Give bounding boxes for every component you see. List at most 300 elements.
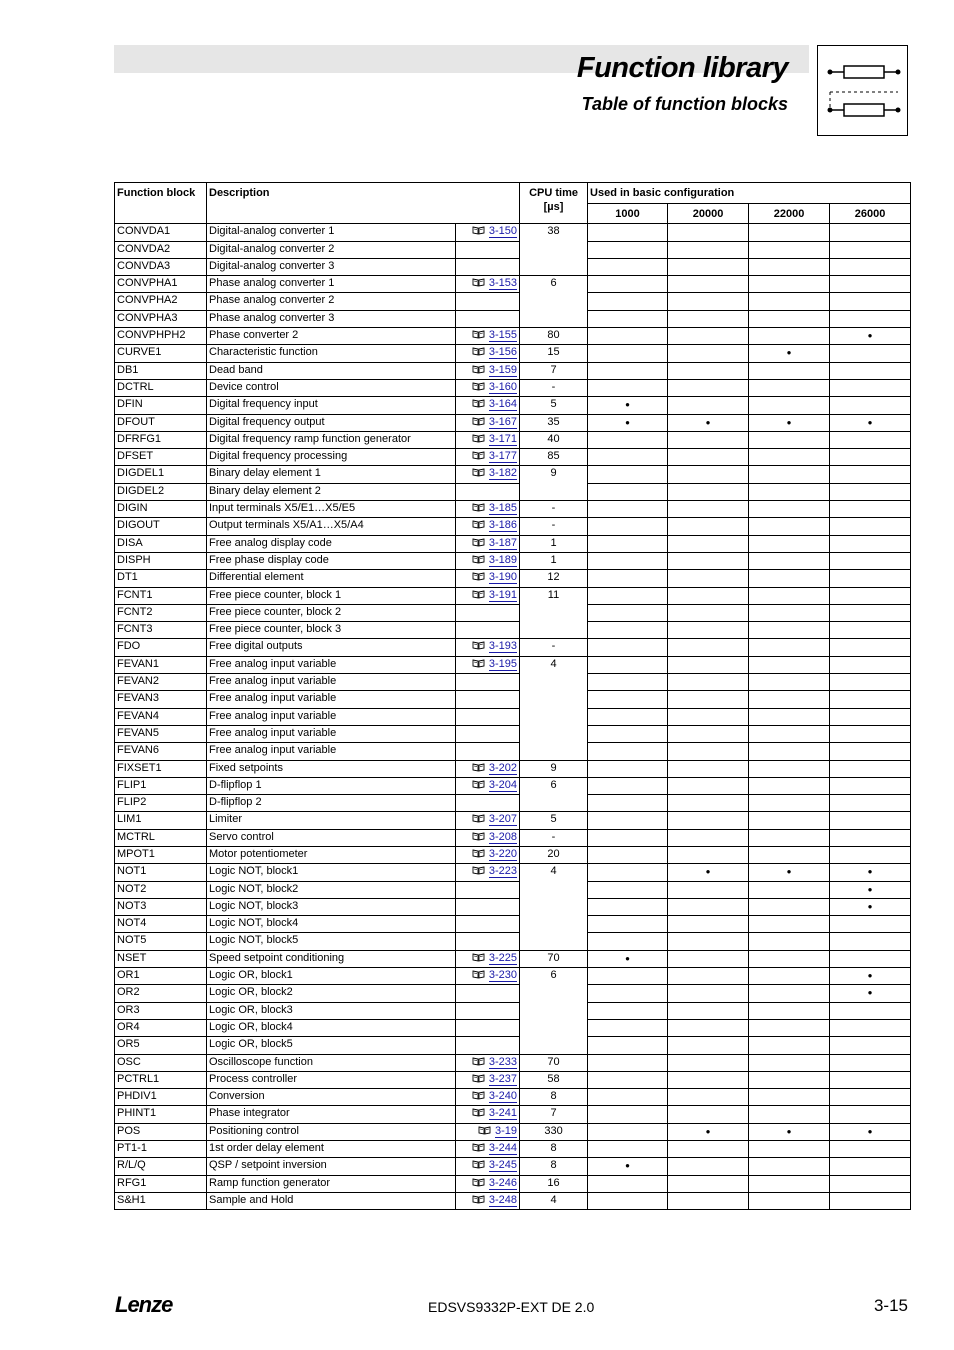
reference-cell[interactable] [456, 1106, 520, 1123]
page-reference-link[interactable]: 3-190 [488, 571, 518, 584]
cpu-time-cell: - [520, 829, 588, 846]
book-icon [472, 779, 489, 791]
description-cell: Logic NOT, block1 [207, 864, 456, 881]
description-cell: Dead band [207, 362, 456, 379]
description-cell: 1st order delay element [207, 1141, 456, 1158]
page-reference-link[interactable]: 3-225 [488, 951, 518, 964]
reference-cell [456, 622, 520, 639]
table-row [115, 518, 911, 535]
function-block-cell: RFG1 [115, 1175, 207, 1192]
page-reference-link[interactable]: 3-245 [488, 1159, 518, 1172]
function-block-cell: MPOT1 [115, 846, 207, 863]
table-row [115, 552, 911, 569]
config-cell [749, 1089, 830, 1106]
config-cell [749, 968, 830, 985]
cpu-time-cell: 6 [520, 777, 588, 812]
reference-cell[interactable] [456, 812, 520, 829]
page-reference-link[interactable]: 3-177 [488, 450, 518, 463]
config-cell [830, 414, 911, 431]
page-reference-link[interactable]: 3-19 [494, 1124, 518, 1137]
function-block-cell: S&H1 [115, 1192, 207, 1209]
table-row [115, 725, 911, 742]
config-cell [830, 293, 911, 310]
page-reference-link[interactable]: 3-185 [488, 502, 518, 515]
function-block-cell: OR1 [115, 968, 207, 985]
page-reference-link[interactable]: 3-164 [488, 398, 518, 411]
reference-cell[interactable] [456, 1071, 520, 1088]
config-cell [830, 224, 911, 241]
reference-cell[interactable] [456, 414, 520, 431]
cpu-time-cell: - [520, 518, 588, 535]
function-block-cell: DB1 [115, 362, 207, 379]
description-cell: Logic NOT, block2 [207, 881, 456, 898]
description-cell: Phase converter 2 [207, 328, 456, 345]
book-icon [472, 329, 489, 341]
page-number: 3-15 [873, 1296, 908, 1315]
reference-cell[interactable] [456, 846, 520, 863]
config-cell [749, 674, 830, 691]
book-icon [472, 640, 489, 652]
used-marker-icon: ● [705, 1126, 711, 1136]
reference-cell[interactable] [456, 552, 520, 569]
config-cell [749, 656, 830, 673]
config-cell [749, 829, 830, 846]
header-cpu-time: CPU time [µs] [520, 183, 588, 224]
config-cell [830, 362, 911, 379]
table-row [115, 397, 911, 414]
reference-cell[interactable] [456, 466, 520, 483]
description-cell: Digital frequency ramp function generator [207, 431, 456, 448]
table-row [115, 1071, 911, 1088]
config-cell [830, 725, 911, 742]
description-cell: Logic OR, block4 [207, 1019, 456, 1036]
reference-cell [456, 691, 520, 708]
page-reference-link[interactable]: 3-208 [488, 830, 518, 843]
table-row [115, 362, 911, 379]
config-cell [588, 379, 668, 396]
description-cell: Speed setpoint conditioning [207, 950, 456, 967]
table-row [115, 639, 911, 656]
table-row [115, 224, 911, 241]
page-reference-link[interactable]: 3-230 [488, 969, 518, 982]
function-block-cell: DFRFG1 [115, 431, 207, 448]
page-reference-link[interactable]: 3-195 [488, 657, 518, 670]
config-cell [668, 345, 749, 362]
used-marker-icon: ● [786, 867, 792, 877]
config-cell [668, 293, 749, 310]
header-config-26000: 26000 [830, 204, 911, 224]
reference-cell[interactable] [456, 501, 520, 518]
reference-cell[interactable] [456, 1175, 520, 1192]
config-cell [588, 864, 668, 881]
description-cell: Ramp function generator [207, 1175, 456, 1192]
config-cell [830, 1158, 911, 1175]
function-block-cell: FEVAN3 [115, 691, 207, 708]
description-cell: Process controller [207, 1071, 456, 1088]
page-reference-link[interactable]: 3-204 [488, 778, 518, 791]
config-cell [830, 501, 911, 518]
page-reference-link[interactable]: 3-191 [488, 588, 518, 601]
page-reference-link[interactable]: 3-155 [488, 329, 518, 342]
config-cell [588, 1002, 668, 1019]
reference-cell[interactable] [456, 1192, 520, 1209]
page-reference-link[interactable]: 3-186 [488, 519, 518, 532]
table-row [115, 1054, 911, 1071]
description-cell: Binary delay element 2 [207, 483, 456, 500]
config-cell [588, 760, 668, 777]
config-cell [830, 777, 911, 794]
description-cell: Free piece counter, block 1 [207, 587, 456, 604]
config-cell [588, 950, 668, 967]
book-icon [472, 813, 489, 825]
description-cell: Free analog input variable [207, 743, 456, 760]
description-cell: Free analog display code [207, 535, 456, 552]
config-cell [749, 414, 830, 431]
reference-cell[interactable] [456, 587, 520, 604]
description-cell: Digital frequency input [207, 397, 456, 414]
page-reference-link[interactable]: 3-244 [488, 1142, 518, 1155]
config-cell [830, 431, 911, 448]
book-icon [472, 450, 489, 462]
config-cell [668, 224, 749, 241]
reference-cell[interactable] [456, 760, 520, 777]
used-marker-icon: ● [625, 953, 630, 963]
table-row [115, 968, 911, 985]
reference-cell[interactable] [456, 345, 520, 362]
book-icon [472, 537, 489, 549]
page-reference-link[interactable]: 3-171 [488, 432, 518, 445]
page-reference-link[interactable]: 3-189 [488, 553, 518, 566]
reference-cell[interactable] [456, 449, 520, 466]
table-row [115, 760, 911, 777]
table-row [115, 1192, 911, 1209]
config-cell [830, 674, 911, 691]
table-row [115, 985, 911, 1002]
config-cell [588, 1123, 668, 1140]
config-cell [749, 276, 830, 293]
config-cell [749, 708, 830, 725]
description-cell: Logic OR, block5 [207, 1037, 456, 1054]
config-cell [749, 1158, 830, 1175]
book-icon [472, 1142, 489, 1154]
cpu-time-cell: 4 [520, 656, 588, 760]
table-row [115, 293, 911, 310]
config-cell [588, 1158, 668, 1175]
reference-cell[interactable] [456, 950, 520, 967]
config-cell [588, 1141, 668, 1158]
config-cell [830, 241, 911, 258]
reference-cell [456, 985, 520, 1002]
config-cell [830, 933, 911, 950]
cpu-time-cell: 38 [520, 224, 588, 276]
page-reference-link[interactable]: 3-241 [488, 1107, 518, 1120]
page-reference-link[interactable]: 3-223 [488, 865, 518, 878]
cpu-time-cell: 9 [520, 466, 588, 501]
config-cell [830, 587, 911, 604]
reference-cell[interactable] [456, 1141, 520, 1158]
config-cell [588, 985, 668, 1002]
table-row [115, 379, 911, 396]
reference-cell[interactable] [456, 224, 520, 241]
config-cell [588, 310, 668, 327]
page-reference-link[interactable]: 3-153 [488, 277, 518, 290]
config-cell [668, 950, 749, 967]
page-reference-link[interactable]: 3-193 [488, 640, 518, 653]
cpu-time-cell: 35 [520, 414, 588, 431]
function-block-cell: FLIP1 [115, 777, 207, 794]
book-icon [472, 277, 489, 289]
config-cell [830, 639, 911, 656]
reference-cell [456, 241, 520, 258]
config-cell [588, 466, 668, 483]
reference-cell[interactable] [456, 1089, 520, 1106]
config-cell [830, 1054, 911, 1071]
config-cell [588, 1192, 668, 1209]
config-cell [830, 916, 911, 933]
table-row [115, 535, 911, 552]
config-cell [668, 397, 749, 414]
description-cell: Oscilloscope function [207, 1054, 456, 1071]
page-reference-link[interactable]: 3-220 [488, 847, 518, 860]
function-block-cell: NOT2 [115, 881, 207, 898]
config-cell [668, 501, 749, 518]
function-block-cell: CURVE1 [115, 345, 207, 362]
description-cell: Digital-analog converter 3 [207, 258, 456, 275]
config-cell [588, 829, 668, 846]
book-icon [472, 1090, 489, 1102]
table-row [115, 829, 911, 846]
used-marker-icon: ● [786, 417, 792, 427]
table-row [115, 587, 911, 604]
reference-cell [456, 604, 520, 621]
page-reference-link[interactable]: 3-167 [488, 415, 518, 428]
description-cell: Free phase display code [207, 552, 456, 569]
config-cell [588, 224, 668, 241]
function-block-cell: FEVAN1 [115, 656, 207, 673]
function-block-cell: POS [115, 1123, 207, 1140]
config-cell [668, 1071, 749, 1088]
page-reference-link[interactable]: 3-150 [488, 225, 518, 238]
config-cell [588, 362, 668, 379]
description-cell: Free analog input variable [207, 674, 456, 691]
page-reference-link[interactable]: 3-202 [488, 761, 518, 774]
description-cell: Phase integrator [207, 1106, 456, 1123]
reference-cell [456, 1037, 520, 1054]
cpu-time-cell: 58 [520, 1071, 588, 1088]
config-cell [749, 1071, 830, 1088]
used-marker-icon: ● [625, 400, 630, 410]
reference-cell[interactable] [456, 864, 520, 881]
description-cell: Servo control [207, 829, 456, 846]
description-cell: Limiter [207, 812, 456, 829]
function-block-cell: PHDIV1 [115, 1089, 207, 1106]
config-cell [830, 968, 911, 985]
page-reference-link[interactable]: 3-233 [488, 1055, 518, 1068]
reference-cell[interactable] [456, 570, 520, 587]
config-cell [830, 795, 911, 812]
config-cell [668, 898, 749, 915]
table-row [115, 1089, 911, 1106]
book-icon [472, 346, 489, 358]
config-cell [588, 293, 668, 310]
reference-cell[interactable] [456, 518, 520, 535]
function-block-cell: R/L/Q [115, 1158, 207, 1175]
config-cell [830, 535, 911, 552]
header-config-20000: 20000 [668, 204, 749, 224]
function-block-cell: FEVAN5 [115, 725, 207, 742]
book-icon [472, 571, 489, 583]
description-cell: Free piece counter, block 2 [207, 604, 456, 621]
config-cell [749, 898, 830, 915]
table-row [115, 241, 911, 258]
reference-cell[interactable] [456, 431, 520, 448]
reference-cell[interactable] [456, 328, 520, 345]
description-cell: Digital frequency output [207, 414, 456, 431]
table-row [115, 622, 911, 639]
config-cell [749, 622, 830, 639]
page-reference-link[interactable]: 3-237 [488, 1072, 518, 1085]
function-block-cell: FEVAN4 [115, 708, 207, 725]
config-cell [668, 1106, 749, 1123]
config-cell [588, 898, 668, 915]
config-cell [668, 1089, 749, 1106]
config-cell [588, 1037, 668, 1054]
config-cell [588, 1089, 668, 1106]
reference-cell[interactable] [456, 1158, 520, 1175]
table-row [115, 1002, 911, 1019]
function-block-cell: CONVDA2 [115, 241, 207, 258]
reference-cell [456, 293, 520, 310]
config-cell [588, 881, 668, 898]
config-cell [830, 950, 911, 967]
config-cell [830, 483, 911, 500]
page-reference-link[interactable]: 3-156 [488, 346, 518, 359]
table-row [115, 466, 911, 483]
table-row [115, 708, 911, 725]
description-cell: D-flipflop 2 [207, 795, 456, 812]
config-cell [588, 674, 668, 691]
reference-cell[interactable] [456, 639, 520, 656]
function-block-cell: DISPH [115, 552, 207, 569]
config-cell [830, 1089, 911, 1106]
table-row [115, 795, 911, 812]
config-cell [830, 898, 911, 915]
config-cell [668, 656, 749, 673]
table-row [115, 449, 911, 466]
cpu-time-cell: 4 [520, 1192, 588, 1209]
reference-cell[interactable] [456, 829, 520, 846]
reference-cell[interactable] [456, 1123, 520, 1140]
page-reference-link[interactable]: 3-240 [488, 1090, 518, 1103]
page-reference-link[interactable]: 3-159 [488, 363, 518, 376]
reference-cell[interactable] [456, 362, 520, 379]
config-cell [830, 1071, 911, 1088]
page-subtitle: Table of function blocks [581, 94, 788, 114]
config-cell [749, 639, 830, 656]
reference-cell [456, 916, 520, 933]
table-row [115, 1158, 911, 1175]
table-row [115, 743, 911, 760]
description-cell: Free analog input variable [207, 708, 456, 725]
table-row [115, 604, 911, 621]
page-reference-link[interactable]: 3-246 [488, 1176, 518, 1189]
book-icon [472, 952, 489, 964]
reference-cell[interactable] [456, 968, 520, 985]
page-reference-link[interactable]: 3-207 [488, 813, 518, 826]
description-cell: Differential element [207, 570, 456, 587]
function-block-cell: PHINT1 [115, 1106, 207, 1123]
cpu-time-cell: 80 [520, 328, 588, 345]
config-cell [749, 431, 830, 448]
reference-cell[interactable] [456, 379, 520, 396]
reference-cell[interactable] [456, 777, 520, 794]
config-cell [749, 587, 830, 604]
page-reference-link[interactable]: 3-160 [488, 380, 518, 393]
description-cell: Logic OR, block1 [207, 968, 456, 985]
book-icon [472, 225, 489, 237]
table-row [115, 345, 911, 362]
config-cell [749, 985, 830, 1002]
book-icon [472, 831, 489, 843]
table-row [115, 276, 911, 293]
config-cell [668, 1002, 749, 1019]
config-cell [668, 795, 749, 812]
function-block-cell: DCTRL [115, 379, 207, 396]
page-reference-link[interactable]: 3-187 [488, 536, 518, 549]
page-reference-link[interactable]: 3-182 [488, 467, 518, 480]
config-cell [588, 276, 668, 293]
config-cell [749, 1106, 830, 1123]
function-block-cell: FIXSET1 [115, 760, 207, 777]
config-cell [830, 864, 911, 881]
cpu-time-cell: 11 [520, 587, 588, 639]
used-marker-icon: ● [867, 988, 873, 998]
cpu-time-cell: 8 [520, 1141, 588, 1158]
reference-cell[interactable] [456, 397, 520, 414]
page-reference-link[interactable]: 3-248 [488, 1193, 518, 1206]
description-cell: Free digital outputs [207, 639, 456, 656]
table-row [115, 950, 911, 967]
config-cell [749, 1002, 830, 1019]
table-row [115, 1175, 911, 1192]
book-icon [472, 433, 489, 445]
config-cell [830, 829, 911, 846]
config-cell [830, 570, 911, 587]
config-cell [588, 570, 668, 587]
table-row [115, 258, 911, 275]
function-block-cell: DFIN [115, 397, 207, 414]
config-cell [749, 1123, 830, 1140]
header-used-config: Used in basic configuration [588, 183, 911, 204]
config-cell [668, 864, 749, 881]
config-cell [668, 1158, 749, 1175]
function-block-cell: FLIP2 [115, 795, 207, 812]
reference-cell[interactable] [456, 656, 520, 673]
reference-cell[interactable] [456, 1054, 520, 1071]
config-cell [668, 743, 749, 760]
cpu-time-cell: 8 [520, 1158, 588, 1175]
function-block-cell: DT1 [115, 570, 207, 587]
config-cell [749, 743, 830, 760]
reference-cell[interactable] [456, 535, 520, 552]
cpu-time-cell: 4 [520, 864, 588, 950]
config-cell [749, 777, 830, 794]
function-block-cell: OR3 [115, 1002, 207, 1019]
cpu-time-cell: 7 [520, 1106, 588, 1123]
reference-cell [456, 881, 520, 898]
reference-cell[interactable] [456, 276, 520, 293]
config-cell [668, 985, 749, 1002]
